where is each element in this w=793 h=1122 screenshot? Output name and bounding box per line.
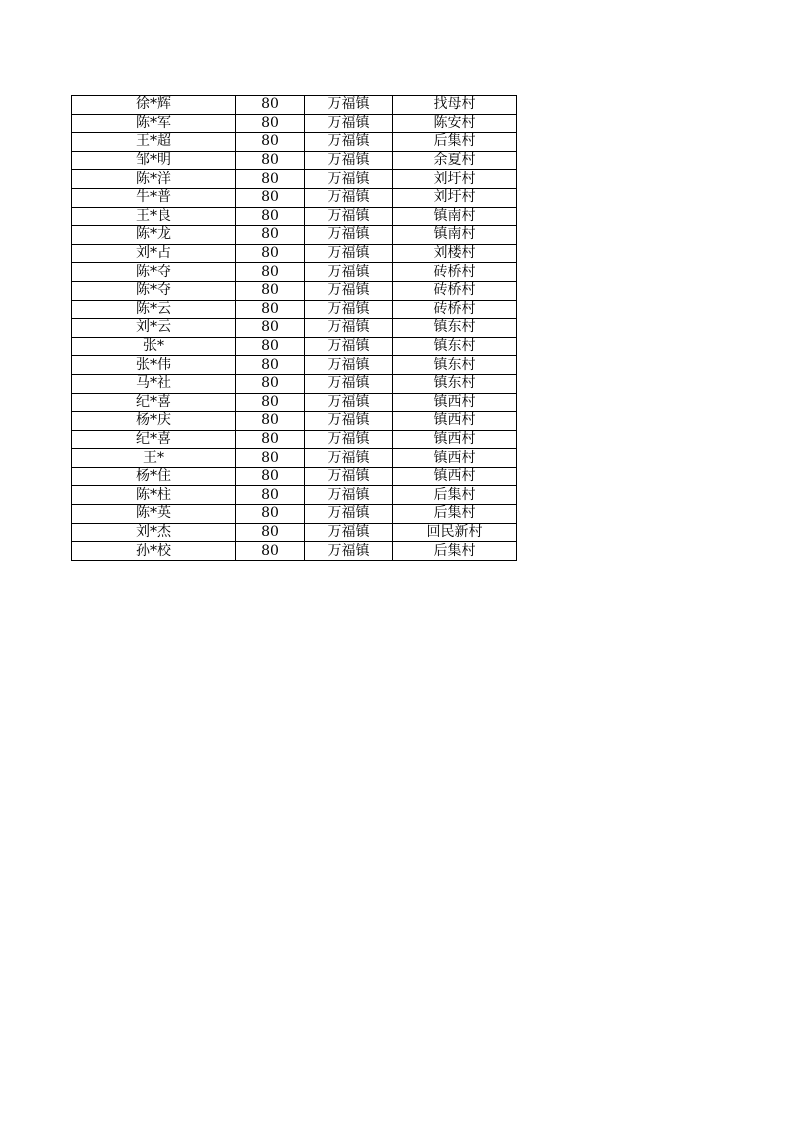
table-row — [72, 226, 517, 245]
table-row — [72, 207, 517, 226]
town-cell: 万福镇 — [305, 226, 393, 245]
table-row — [72, 356, 517, 375]
amount-cell: 80 — [236, 133, 305, 152]
amount-cell: 80 — [236, 114, 305, 133]
name-cell: 纪*喜 — [72, 430, 236, 449]
town-cell: 万福镇 — [305, 523, 393, 542]
table-row — [72, 96, 517, 115]
village-cell: 镇东村 — [393, 374, 517, 393]
amount-cell: 80 — [236, 486, 305, 505]
name-cell: 刘*占 — [72, 244, 236, 263]
amount-cell: 80 — [236, 467, 305, 486]
amount-cell: 80 — [236, 300, 305, 319]
town-cell: 万福镇 — [305, 374, 393, 393]
village-cell: 刘圩村 — [393, 170, 517, 189]
data-table — [71, 95, 517, 561]
table-row — [72, 263, 517, 282]
village-cell: 后集村 — [393, 505, 517, 524]
village-cell: 砖桥村 — [393, 300, 517, 319]
town-cell: 万福镇 — [305, 449, 393, 468]
village-cell: 回民新村 — [393, 523, 517, 542]
amount-cell: 80 — [236, 207, 305, 226]
table-row — [72, 523, 517, 542]
name-cell: 陈*云 — [72, 300, 236, 319]
village-cell: 后集村 — [393, 133, 517, 152]
town-cell: 万福镇 — [305, 188, 393, 207]
table-row — [72, 393, 517, 412]
name-cell: 陈*龙 — [72, 226, 236, 245]
amount-cell: 80 — [236, 449, 305, 468]
amount-cell: 80 — [236, 244, 305, 263]
table-row — [72, 281, 517, 300]
name-cell: 牛*普 — [72, 188, 236, 207]
amount-cell: 80 — [236, 374, 305, 393]
amount-cell: 80 — [236, 281, 305, 300]
village-cell: 后集村 — [393, 542, 517, 561]
town-cell: 万福镇 — [305, 505, 393, 524]
table-row — [72, 412, 517, 431]
amount-cell: 80 — [236, 505, 305, 524]
name-cell: 徐*辉 — [72, 96, 236, 115]
amount-cell: 80 — [236, 151, 305, 170]
town-cell: 万福镇 — [305, 467, 393, 486]
village-cell: 刘楼村 — [393, 244, 517, 263]
town-cell: 万福镇 — [305, 430, 393, 449]
name-cell: 王* — [72, 449, 236, 468]
amount-cell: 80 — [236, 412, 305, 431]
table-row — [72, 133, 517, 152]
name-cell: 杨*住 — [72, 467, 236, 486]
table-row — [72, 170, 517, 189]
name-cell: 陈*夺 — [72, 263, 236, 282]
town-cell: 万福镇 — [305, 319, 393, 338]
amount-cell: 80 — [236, 393, 305, 412]
amount-cell: 80 — [236, 337, 305, 356]
name-cell: 陈*夺 — [72, 281, 236, 300]
name-cell: 陈*军 — [72, 114, 236, 133]
name-cell: 邹*明 — [72, 151, 236, 170]
town-cell: 万福镇 — [305, 170, 393, 189]
table-row — [72, 188, 517, 207]
amount-cell: 80 — [236, 263, 305, 282]
village-cell: 镇南村 — [393, 226, 517, 245]
name-cell: 纪*喜 — [72, 393, 236, 412]
village-cell: 砖桥村 — [393, 263, 517, 282]
amount-cell: 80 — [236, 170, 305, 189]
table-row — [72, 430, 517, 449]
town-cell: 万福镇 — [305, 542, 393, 561]
name-cell: 王*良 — [72, 207, 236, 226]
town-cell: 万福镇 — [305, 486, 393, 505]
amount-cell: 80 — [236, 430, 305, 449]
town-cell: 万福镇 — [305, 300, 393, 319]
town-cell: 万福镇 — [305, 114, 393, 133]
name-cell: 张*伟 — [72, 356, 236, 375]
town-cell: 万福镇 — [305, 151, 393, 170]
table-row — [72, 151, 517, 170]
amount-cell: 80 — [236, 96, 305, 115]
village-cell: 镇西村 — [393, 449, 517, 468]
name-cell: 马*社 — [72, 374, 236, 393]
table-body — [72, 96, 517, 561]
town-cell: 万福镇 — [305, 393, 393, 412]
name-cell: 杨*庆 — [72, 412, 236, 431]
name-cell: 刘*云 — [72, 319, 236, 338]
village-cell: 砖桥村 — [393, 281, 517, 300]
village-cell: 陈安村 — [393, 114, 517, 133]
amount-cell: 80 — [236, 188, 305, 207]
name-cell: 陈*洋 — [72, 170, 236, 189]
table-row — [72, 486, 517, 505]
table-row — [72, 244, 517, 263]
village-cell: 后集村 — [393, 486, 517, 505]
village-cell: 镇西村 — [393, 467, 517, 486]
name-cell: 孙*校 — [72, 542, 236, 561]
amount-cell: 80 — [236, 226, 305, 245]
village-cell: 余夏村 — [393, 151, 517, 170]
village-cell: 镇南村 — [393, 207, 517, 226]
village-cell: 镇东村 — [393, 319, 517, 338]
village-cell: 刘圩村 — [393, 188, 517, 207]
name-cell: 陈*英 — [72, 505, 236, 524]
table-row — [72, 374, 517, 393]
amount-cell: 80 — [236, 319, 305, 338]
table-row — [72, 542, 517, 561]
village-cell: 找母村 — [393, 96, 517, 115]
name-cell: 张* — [72, 337, 236, 356]
town-cell: 万福镇 — [305, 281, 393, 300]
name-cell: 王*超 — [72, 133, 236, 152]
table-row — [72, 467, 517, 486]
amount-cell: 80 — [236, 523, 305, 542]
name-cell: 陈*柱 — [72, 486, 236, 505]
town-cell: 万福镇 — [305, 337, 393, 356]
village-cell: 镇东村 — [393, 337, 517, 356]
town-cell: 万福镇 — [305, 207, 393, 226]
village-cell: 镇东村 — [393, 356, 517, 375]
table-row — [72, 449, 517, 468]
town-cell: 万福镇 — [305, 133, 393, 152]
table-row — [72, 300, 517, 319]
table-row — [72, 337, 517, 356]
name-cell: 刘*杰 — [72, 523, 236, 542]
table-row — [72, 505, 517, 524]
amount-cell: 80 — [236, 542, 305, 561]
town-cell: 万福镇 — [305, 263, 393, 282]
village-cell: 镇西村 — [393, 412, 517, 431]
town-cell: 万福镇 — [305, 96, 393, 115]
village-cell: 镇西村 — [393, 393, 517, 412]
amount-cell: 80 — [236, 356, 305, 375]
town-cell: 万福镇 — [305, 244, 393, 263]
village-cell: 镇西村 — [393, 430, 517, 449]
table-row — [72, 319, 517, 338]
town-cell: 万福镇 — [305, 356, 393, 375]
table-row — [72, 114, 517, 133]
town-cell: 万福镇 — [305, 412, 393, 431]
